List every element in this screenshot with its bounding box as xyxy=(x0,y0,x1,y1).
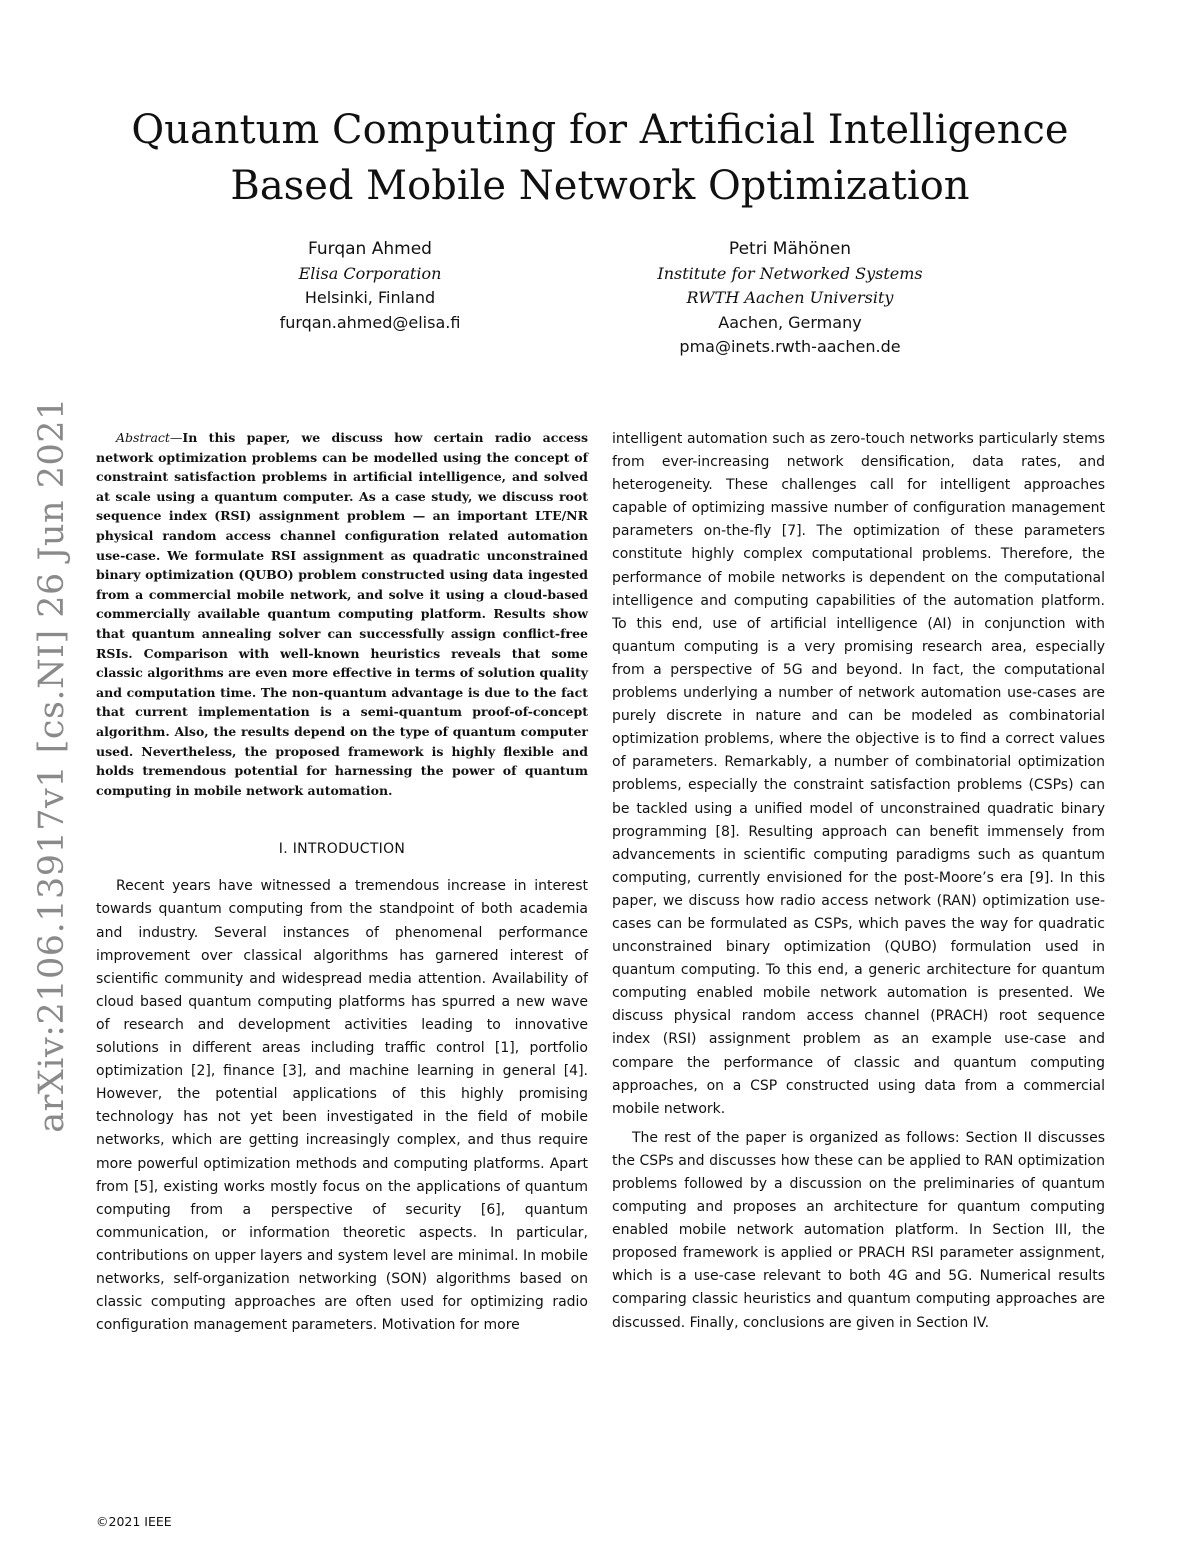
author-email: pma@inets.rwth-aachen.de xyxy=(679,337,901,356)
right-column xyxy=(612,428,1105,1335)
author-block-2 xyxy=(600,237,980,360)
arxiv-identifier: arXiv:2106.13917v1 [cs.NI] 26 Jun 2021 xyxy=(32,397,72,1133)
intro-paragraph-continued: intelligent automation such as zero-touch networks particularly stems from ever-increasing network densification, data rates, and heterogeneity. These challenges call for intelligent approaches capable of optimizing massive number of configuration management parameters on-the-fly [7]. The optimization of these parameters constitute highly complex computational problems. Therefore, the performance of mobile networks is dependent on the computational intelligence and computing capabilities of the automation platform. To this end, use of artificial intelligence (AI) in conjunction with quantum computing is a very promising research area, especially from a perspective of 5G and beyond. In fact, the computational problems underlying a number of network automation use-cases are purely discrete in nature and can be modeled as combinatorial optimization problems, where the objective is to find a correct values of parameters. Remarkably, a number of combinatorial optimization problems, especially the constraint satisfaction problems (CSPs) can be tackled using a unified model of unconstrained quadratic binary programming [8]. Resulting approach can benefit immensely from advancements in scientific computing paradigms such as quantum computing, currently envisioned for the post-Moore’s era [9]. In this paper, we discuss how radio access network (RAN) optimization use-cases can be formulated as CSPs, which paves the way for quadratic unconstrained binary optimization (QUBO) formulation used in quantum computing. To this end, a generic architecture for quantum computing enabled mobile network automation is presented. We discuss physical random access channel (PRACH) root sequence index (RSI) assignment problem as an example use-case and compare the performance of classic and quantum computing approaches, on a CSP constructed using data from a commercial mobile network. xyxy=(612,431,1105,1117)
abstract xyxy=(96,428,588,800)
author-affiliation: Elisa Corporation xyxy=(298,263,442,283)
intro-paragraph-2: The rest of the paper is organized as follows: Section II discusses the CSPs and discusses how these can be applied to RAN optimization problems followed by a discussion on the preliminaries of quantum computing and proposes an architecture for quantum computing enabled mobile network automation platform. In Section III, the proposed framework is applied or PRACH RSI parameter assignment, which is a use-case relevant to both 4G and 5G. Numerical results comparing classic heuristics and quantum computing approaches are discussed. Finally, conclusions are given in Section IV. xyxy=(612,1129,1105,1331)
author-location: Helsinki, Finland xyxy=(304,288,436,307)
abstract-body: In this paper, we discuss how certain radio access network optimization problems can be modelled using the concept of constraint satisfaction problems in artificial intelligence, and solved at scale using a quantum computer. As a case study, we discuss root sequence index (RSI) assignment problem — an important LTE/NR physical random access channel configuration related automation use-case. We formulate RSI assignment as quadratic unconstrained binary optimization (QUBO) problem constructed using data ingested from a commercial mobile network, and solve it using a cloud-based commercially available quantum computing platform. Results show that quantum annealing solver can successfully assign conflict-free RSIs. Comparison with well-known heuristics reveals that some classic algorithms are even more effective in terms of solution quality and computation time. The non-quantum advantage is due to the fact that current implementation is a semi-quantum proof-of-concept algorithm. Also, the results depend on the type of quantum computer used. Nevertheless, the proposed framework is highly flexible and holds tremendous potential for harnessing the power of quantum computing in mobile network automation. xyxy=(96,430,588,798)
left-column xyxy=(96,428,588,1337)
intro-paragraph-1: Recent years have witnessed a tremendous increase in interest towards quantum computing from the standpoint of both academia and industry. Several instances of phenomenal performance improvement over classical algorithms has garnered interest of scientific community and widespread media attention. Availability of cloud based quantum computing platforms has spurred a new wave of research and development activities leading to innovative solutions in different areas including traffic control [1], portfolio optimization [2], finance [3], and machine learning in general [4]. However, the potential applications of this highly promising technology has not yet been investigated in the field of mobile networks, which are getting increasingly complex, and thus require more powerful optimization methods and computing platforms. Apart from [5], existing works mostly focus on the applications of quantum computing from a perspective of security [6], quantum communication, or information theoretic aspects. In particular, contributions on upper layers and system level are minimal. In mobile networks, self-organization networking (SON) algorithms based on classic computing approaches are often used for optimizing radio configuration management parameters. Motivation for more xyxy=(96,878,588,1334)
abstract-label: Abstract— xyxy=(116,430,183,445)
author-name: Furqan Ahmed xyxy=(308,239,432,259)
title-line-1: Quantum Computing for Artificial Intelligence xyxy=(131,107,1069,153)
author-email: furqan.ahmed@elisa.fi xyxy=(279,312,461,332)
author-institution: RWTH Aachen University xyxy=(686,288,894,307)
paper-title xyxy=(100,102,1100,214)
title-line-2: Based Mobile Network Optimization xyxy=(230,163,970,209)
author-location: Aachen, Germany xyxy=(718,312,862,332)
copyright-notice: ©2021 IEEE xyxy=(96,1514,172,1529)
author-block-1 xyxy=(230,237,510,335)
author-name: Petri Mähönen xyxy=(728,239,852,259)
section-heading: I. INTRODUCTION xyxy=(278,841,406,858)
author-affiliation: Institute for Networked Systems xyxy=(657,263,923,283)
